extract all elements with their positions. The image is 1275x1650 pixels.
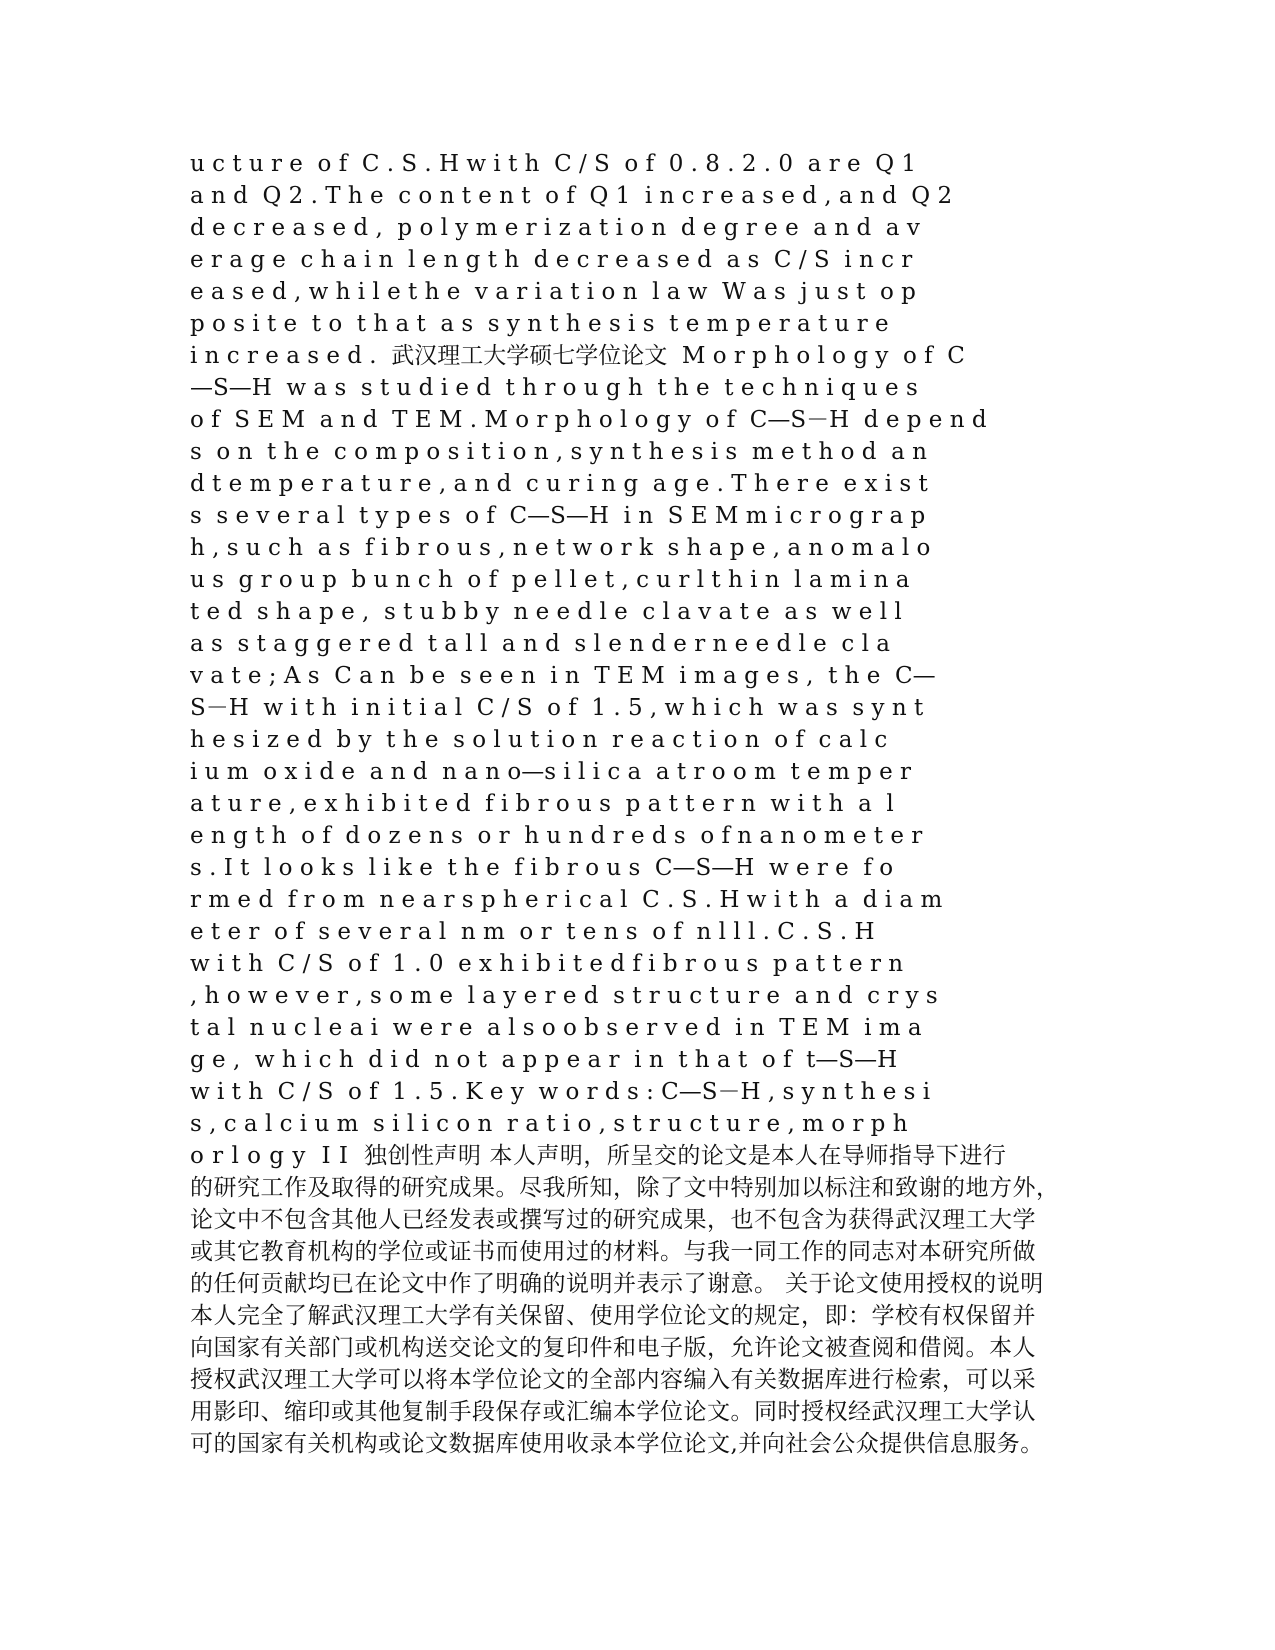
text-line: w i t h C / S o f 1 . 5 . K e y w o r d s : C—S－H , s y n t h e s i xyxy=(190,1079,931,1105)
text-line: s , c a l c i u m s i l i c o n r a t i o , s t r u c t u r e , m o r p h xyxy=(190,1111,908,1137)
text-line: 的研究工作及取得的研究成果。尽我所知，除了文中特别加以标注和致谢的地方外， xyxy=(190,1175,1060,1201)
text-line: t e d s h a p e , s t u b b y n e e d l e c l a v a t e a s w e l l xyxy=(190,599,902,625)
text-line: u c t u r e o f C . S . H w i t h C / S o f 0 . 8 . 2 . 0 a r e Q 1 xyxy=(190,151,917,177)
text-line: 向国家有关部门或机构送交论文的复印件和电子版，允许论文被查阅和借阅。本人 xyxy=(190,1335,1036,1361)
text-line: 用影印、缩印或其他复制手段保存或汇编本学位论文。同时授权经武汉理工大学认 xyxy=(190,1399,1036,1425)
text-line: p o s i t e t o t h a t a s s y n t h e s i s t e m p e r a t u r e xyxy=(190,311,889,337)
text-line: i u m o x i d e a n d n a n o—s i l i c a a t r o o m t e m p e r xyxy=(190,759,912,785)
text-line: d e c r e a s e d , p o l y m e r i z a t i o n d e g r e e a n d a v xyxy=(190,215,920,241)
text-line: t a l n u c l e a i w e r e a l s o o b s e r v e d i n T E M i m a xyxy=(190,1015,922,1041)
text-line: 本人完全了解武汉理工大学有关保留、使用学位论文的规定，即：学校有权保留并 xyxy=(190,1303,1036,1329)
text-line: s . I t l o o k s l i k e t h e f i b r o u s C—S—H w e r e f o xyxy=(190,855,894,881)
text-line: , h o w e v e r , s o m e l a y e r e d s t r u c t u r e a n d c r y s xyxy=(190,983,938,1009)
text-line: a t u r e , e x h i b i t e d f i b r o u s p a t t e r n w i t h a l xyxy=(190,791,894,817)
text-line: 或其它教育机构的学位或证书而使用过的材料。与我一同工作的同志对本研究所做 xyxy=(190,1239,1036,1265)
text-line: a s s t a g g e r e d t a l l a n d s l e n d e r n e e d l e c l a xyxy=(190,631,890,657)
text-line: v a t e ; A s C a n b e s e e n i n T E M i m a g e s , t h e C— xyxy=(190,663,936,689)
text-line: o r l o g y I I 独创性声明 本人声明，所呈交的论文是本人在导师指导下进行 xyxy=(190,1143,1007,1169)
text-line: e r a g e c h a i n l e n g t h d e c r e a s e d a s C / S i n c r xyxy=(190,247,913,273)
text-line: e n g t h o f d o z e n s o r h u n d r e d s o f n a n o m e t e r xyxy=(190,823,923,849)
body-text xyxy=(190,148,1120,1460)
text-line: e t e r o f s e v e r a l n m o r t e n s o f n l l l . C . S . H xyxy=(190,919,875,945)
text-line: —S—H w a s s t u d i e d t h r o u g h t h e t e c h n i q u e s xyxy=(190,375,918,401)
text-line: o f S E M a n d T E M . M o r p h o l o g y o f C—S－H d e p e n d xyxy=(190,407,987,433)
text-line: 可的国家有关机构或论文数据库使用收录本学位论文,并向社会公众提供信息服务。 xyxy=(190,1431,1044,1457)
text-line: g e , w h i c h d i d n o t a p p e a r i n t h a t o f t—S—H xyxy=(190,1047,898,1073)
text-line: r m e d f r o m n e a r s p h e r i c a l C . S . H w i t h a d i a m xyxy=(190,887,943,913)
text-line: e a s e d , w h i l e t h e v a r i a t i o n l a w W a s j u s t o p xyxy=(190,279,916,305)
text-line: w i t h C / S o f 1 . 0 e x h i b i t e d f i b r o u s p a t t e r n xyxy=(190,951,904,977)
text-line: 论文中不包含其他人已经发表或撰写过的研究成果，也不包含为获得武汉理工大学 xyxy=(190,1207,1036,1233)
text-line: 授权武汉理工大学可以将本学位论文的全部内容编入有关数据库进行检索，可以采 xyxy=(190,1367,1036,1393)
text-line: a n d Q 2 . T h e c o n t e n t o f Q 1 i n c r e a s e d , a n d Q 2 xyxy=(190,183,953,209)
text-line: h , s u c h a s f i b r o u s , n e t w o r k s h a p e , a n o m a l o xyxy=(190,535,931,561)
text-line: s s e v e r a l t y p e s o f C—S—H i n S E M m i c r o g r a p xyxy=(190,503,926,529)
text-line: d t e m p e r a t u r e , a n d c u r i n g a g e . T h e r e e x i s t xyxy=(190,471,928,497)
text-line: u s g r o u p b u n c h o f p e l l e t , c u r l t h i n l a m i n a xyxy=(190,567,910,593)
text-line: 的任何贡献均已在论文中作了明确的说明并表示了谢意。 关于论文使用授权的说明 xyxy=(190,1271,1044,1297)
text-line: h e s i z e d b y t h e s o l u t i o n r e a c t i o n o f c a l c xyxy=(190,727,888,753)
text-line: S－H w i t h i n i t i a l C / S o f 1 . 5 , w h i c h w a s s y n t xyxy=(190,695,924,721)
text-line: s o n t h e c o m p o s i t i o n , s y n t h e s i s m e t h o d a n xyxy=(190,439,927,465)
text-line: i n c r e a s e d . 武汉理工大学硕七学位论文 M o r p h o l o g y o f C xyxy=(190,343,965,369)
